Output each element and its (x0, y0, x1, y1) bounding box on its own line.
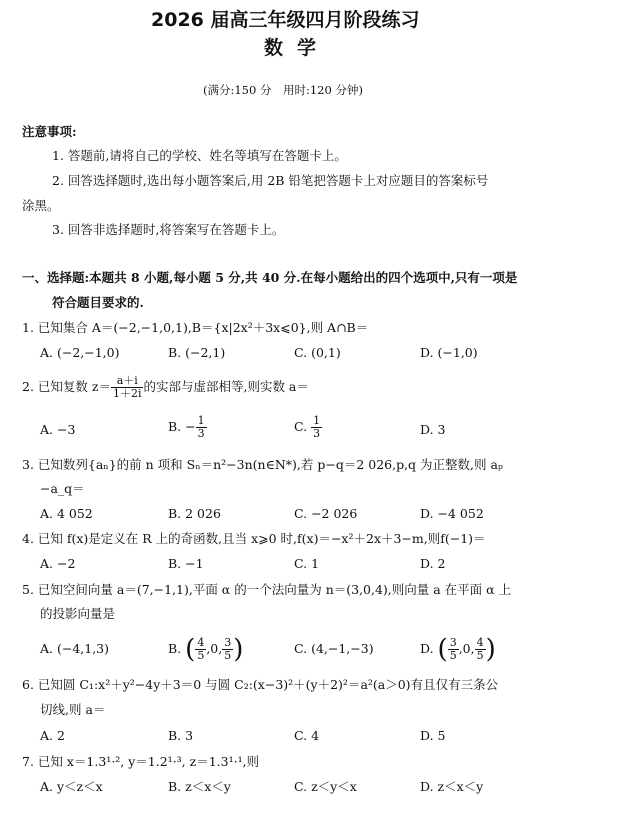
question-6-stem: 6. 已知圆 C₁:x²＋y²−4y＋3＝0 与圆 C₂:(x−3)²＋(y＋2)²＝a²(a＞0)有且仅有三条公 (22, 677, 499, 692)
question-2-option-c-den: 3 (313, 427, 321, 440)
question-5-option-d-label: D. (420, 641, 434, 656)
question-4-stem: 4. 已知 f(x)是定义在 R 上的奇函数,且当 x⩾0 时,f(x)＝−x²＋2x＋3−m,则f(−1)＝ (22, 531, 486, 546)
section-heading-cont: 符合题目要求的. (52, 295, 144, 310)
question-2-fraction (111, 375, 144, 400)
question-2-option-b-den: 3 (197, 427, 205, 440)
question-1-option-d: D. (−1,0) (420, 345, 478, 360)
question-5-option-d-mid: ,0, (458, 641, 475, 656)
question-5-option-b-frac1 (195, 637, 206, 662)
question-5-option-b-frac2 (222, 637, 233, 662)
question-5-option-b: B. ( $\frac{4}{5}$ ,0, $\frac{3}{5}$ ) (168, 634, 244, 665)
question-3-option-a: A. 4 052 (40, 506, 93, 521)
section-heading: 一、选择题:本题共 8 小题,每小题 5 分,共 40 分.在每小题给出的四个选项中,只有一项是 (22, 270, 518, 285)
question-2-option-b-label: B. − (168, 419, 196, 434)
exam-title: 2026 届高三年级四月阶段练习 (151, 9, 420, 31)
question-3-stem-cont: −a_q＝ (40, 481, 85, 496)
question-5-option-b-den1: 5 (197, 649, 205, 662)
question-2-prefix: 2. 已知复数 z＝ (22, 379, 111, 394)
question-7-stem: 7. 已知 x＝1.3¹·², y＝1.2¹·³, z＝1.3¹·¹,则 (22, 754, 260, 769)
subject-title: 数学 (264, 37, 331, 59)
question-5-option-b-mid: ,0, (206, 641, 223, 656)
question-2-option-b-num: 1 (197, 414, 205, 427)
question-4-option-a: A. −2 (40, 556, 76, 571)
question-5-option-d-num2: 4 (476, 636, 484, 649)
notice-item-2: 2. 回答选择题时,选出每小题答案后,用 2B 铅笔把答题卡上对应题目的答案标号 (52, 173, 489, 188)
question-2-option-b-fraction (196, 415, 207, 440)
question-5-option-d-den1: 5 (449, 649, 457, 662)
question-1-stem: 1. 已知集合 A＝(−2,−1,0,1),B＝{x|2x²＋3x⩽0},则 A∩B＝ (22, 320, 369, 335)
question-5-option-d-frac1 (448, 637, 459, 662)
question-7-option-a: A. y＜z＜x (40, 779, 103, 794)
question-3-stem: 3. 已知数列{aₙ}的前 n 项和 Sₙ＝n²−3n(n∈N*),若 p−q＝2 026,p,q 为正整数,则 aₚ (22, 457, 503, 472)
question-3-option-b: B. 2 026 (168, 506, 221, 521)
question-2-fraction-num: a＋i (111, 375, 144, 388)
question-1-option-c: C. (0,1) (294, 345, 341, 360)
question-3-option-d: D. −4 052 (420, 506, 484, 521)
notice-item-3: 3. 回答非选择题时,将答案写在答题卡上。 (52, 222, 285, 237)
notice-heading: 注意事项: (22, 124, 77, 139)
question-5-option-d-frac2 (475, 637, 486, 662)
question-5-option-b-num2: 3 (224, 636, 232, 649)
question-2-stem (22, 372, 309, 402)
notice-item-2-cont: 涂黑。 (22, 198, 60, 213)
question-5-option-a: A. (−4,1,3) (40, 641, 110, 656)
question-2-option-c-num: 1 (313, 414, 321, 427)
question-7-option-b: B. z＜x＜y (168, 779, 231, 794)
question-2-option-c-fraction (311, 415, 322, 440)
question-5-option-b-den2: 5 (224, 649, 232, 662)
question-7-option-c: C. z＜y＜x (294, 779, 357, 794)
question-1-option-a: A. (−2,−1,0) (40, 345, 120, 360)
question-1-option-b: B. (−2,1) (168, 345, 226, 360)
question-5-option-c: C. (4,−1,−3) (294, 641, 374, 656)
question-5-option-d-den2: 5 (476, 649, 484, 662)
question-6-option-b: B. 3 (168, 728, 194, 743)
question-2-fraction-den: 1＋2i (112, 387, 142, 400)
question-5-option-b-num1: 4 (197, 636, 205, 649)
question-5-option-d: D. ( $\frac{3}{5}$ ,0, $\frac{4}{5}$ ) (420, 634, 496, 665)
question-2-option-a: A. −3 (40, 422, 76, 437)
question-2-option-c (294, 412, 322, 442)
exam-info: (满分:150 分 用时:120 分钟) (203, 83, 363, 97)
question-7-option-d: D. z＜x＜y (420, 779, 484, 794)
question-5-option-d-num1: 3 (449, 636, 457, 649)
question-2-option-c-label: C. (294, 419, 308, 434)
question-2-suffix: 的实部与虚部相等,则实数 a＝ (143, 379, 309, 394)
question-6-option-c: C. 4 (294, 728, 320, 743)
question-6-option-d: D. 5 (420, 728, 446, 743)
notice-item-1: 1. 答题前,请将自己的学校、姓名等填写在答题卡上。 (52, 148, 347, 163)
question-5-stem-cont: 的投影向量是 (40, 606, 116, 621)
question-4-option-b: B. −1 (168, 556, 204, 571)
question-4-option-d: D. 2 (420, 556, 446, 571)
question-5-option-b-label: B. (168, 641, 182, 656)
question-2-option-b (168, 412, 207, 442)
question-6-option-a: A. 2 (40, 728, 65, 743)
question-3-option-c: C. −2 026 (294, 506, 358, 521)
question-6-stem-cont: 切线,则 a＝ (40, 702, 106, 717)
question-2-option-d: D. 3 (420, 422, 446, 437)
question-4-option-c: C. 1 (294, 556, 320, 571)
question-5-stem: 5. 已知空间向量 a＝(7,−1,1),平面 α 的一个法向量为 n＝(3,0,4),则向量 a 在平面 α 上 (22, 582, 512, 597)
